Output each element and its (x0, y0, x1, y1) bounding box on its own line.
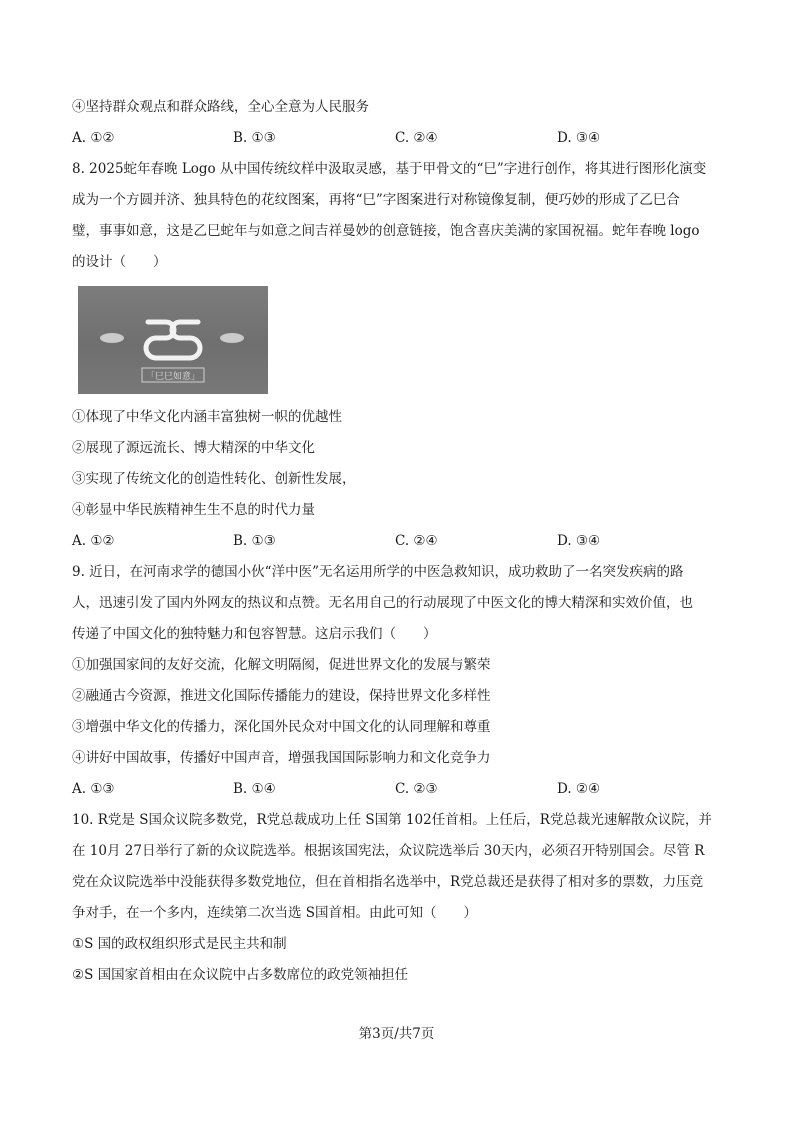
q9-item-4: ④讲好中国故事，传播好中国声音，增强我国国际影响力和文化竞争力 (72, 750, 491, 766)
q8-item-2: ②展现了源远流长、博大精深的中华文化 (72, 440, 315, 456)
q8-option-d[interactable]: D. ③④ (557, 533, 601, 549)
q8-stem-line-3: 璧，事事如意，这是乙巳蛇年与如意之间吉祥曼妙的创意链接，饱含喜庆美满的家国祝福。蛇年春晚 logo (72, 223, 700, 239)
q9-stem-line-2: 人，迅速引发了国内外网友的热议和点赞。无名用自己的行动展现了中医文化的博大精深和实效价值，也 (72, 595, 693, 611)
page-footer: 第3页/共7页 (358, 1026, 435, 1042)
page-content (72, 92, 732, 991)
q10-item-2: ②S 国国家首相由在众议院中占多数席位的政党领袖担任 (72, 967, 409, 983)
q8-option-a[interactable]: A. ①② (72, 533, 115, 549)
q9-stem-line-3: 传递了中国文化的独特魅力和包容智慧。这启示我们（ ） (72, 626, 437, 642)
q8-stem-line-2: 成为一个方圆并济、独具特色的花纹图案，再将“巳”字图案进行对称镜像复制，便巧妙的形成了乙巳合 (72, 192, 680, 208)
q10-item-1: ①S 国的政权组织形式是民主共和制 (72, 936, 287, 952)
q7-option-c[interactable]: C. ②④ (395, 130, 438, 146)
q8-option-c[interactable]: C. ②④ (395, 533, 438, 549)
q8-item-1: ①体现了中华文化内涵丰富独树一帜的优越性 (72, 409, 342, 425)
q7-item-4: ④坚持群众观点和群众路线，全心全意为人民服务 (72, 99, 369, 115)
q10-stem-line-1: 10. R党是 S国众议院多数党，R党总裁成功上任 S国第 102任首相。上任后，R党总裁光速解散众议院，并 (72, 812, 712, 828)
q7-option-b[interactable]: B. ①③ (233, 130, 276, 146)
q10-stem-line-3: 党在众议院选举中没能获得多数党地位，但在首相指名选举中，R党总裁还是获得了相对多的票数，力压竞 (72, 874, 704, 890)
q8-item-4: ④彰显中华民族精神生生不息的时代力量 (72, 502, 315, 518)
q9-option-c[interactable]: C. ②③ (395, 781, 438, 797)
q8-stem-line-1: 8. 2025蛇年春晚 Logo 从中国传统纹样中汲取灵感，基于甲骨文的“巳”字进行创作，将其进行图形化演变 (72, 161, 707, 177)
q10-stem-line-2: 在 10月 27日举行了新的众议院选举。根据该国宪法，众议院选举后 30天内，必须召开特别国会。尽管 R (72, 843, 705, 859)
q8-item-3: ③实现了传统文化的创造性转化、创新性发展， (72, 471, 356, 487)
q7-options (72, 123, 732, 154)
q10-stem-line-4: 争对手，在一个多内，连续第二次当选 S国首相。由此可知（ ） (72, 905, 478, 921)
q9-option-b[interactable]: B. ①④ (233, 781, 276, 797)
q7-option-d[interactable]: D. ③④ (557, 130, 601, 146)
q9-stem-line-1: 9. 近日，在河南求学的德国小伙“洋中医”无名运用所学的中医急救知识，成功救助了一名突发疾病的路 (72, 564, 684, 580)
q9-item-2: ②融通古今资源，推进文化国际传播能力的建设，保持世界文化多样性 (72, 688, 491, 704)
q7-option-a[interactable]: A. ①② (72, 130, 115, 146)
q9-item-3: ③增强中华文化的传播力，深化国外民众对中国文化的认同理解和尊重 (72, 719, 491, 735)
q9-option-a[interactable]: A. ①③ (72, 781, 115, 797)
q9-item-1: ①加强国家间的友好交流，化解文明隔阂，促进世界文化的发展与繁荣 (72, 657, 491, 673)
spring-gala-logo-image (78, 286, 268, 394)
q8-stem-line-4: 的设计（ ） (72, 254, 167, 270)
logo-caption: 「巳巳如意」 (145, 372, 201, 382)
q8-options (72, 526, 732, 557)
q9-option-d[interactable]: D. ②④ (557, 781, 601, 797)
q8-option-b[interactable]: B. ①③ (233, 533, 276, 549)
q9-options (72, 774, 732, 805)
logo-graphic (78, 286, 268, 394)
